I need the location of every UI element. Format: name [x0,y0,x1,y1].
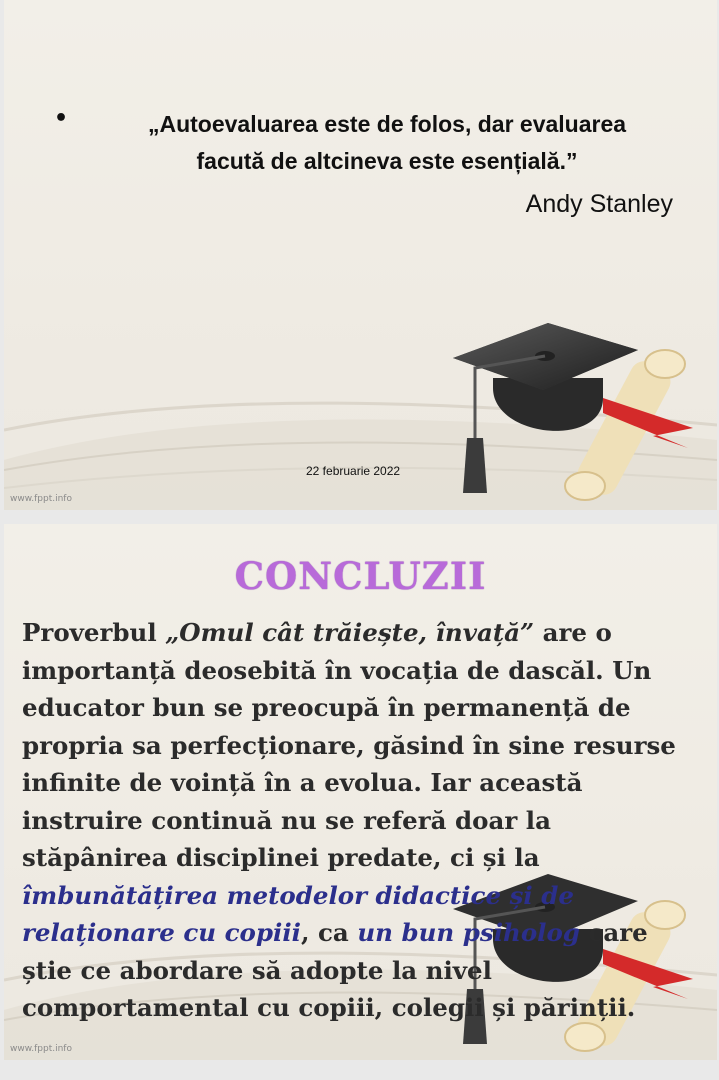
quote-line-1: „Autoevaluarea este de folos, dar evaluarea [147,111,627,137]
footer-url: www.fppt.info [10,1044,72,1054]
slide-conclusions [4,524,717,1060]
quote-text [92,106,682,180]
quote-author: Andy Stanley [525,190,673,218]
highlight-psychologist: un bun psiholog [357,918,580,947]
slide-title: CONCLUZII [234,554,487,598]
paragraph-part-3: care știe ce abordare să adopte la nivel comportamental cu copiii, colegii și părinții. [22,918,648,1022]
conclusion-paragraph [22,614,702,1027]
slide-date: 22 februarie 2022 [306,464,401,478]
quote-line-2: facută de altcineva este esențială.” [196,148,578,174]
footer-url: www.fppt.info [10,494,72,504]
paragraph-part-2: , ca [300,918,358,947]
paragraph-part-1: are o importanță deosebită în vocația de dascăl. Un educator bun se preocupă în permanență de propria sa perfecționare, găsind în sine resurse infinite de voință în a evolua. Iar această instruire continuă nu se referă doar la stăpânirea disciplinei predate, ci și la [22,618,676,872]
graduation-cap-diploma-icon [453,318,713,508]
paragraph-intro: Proverbul [22,618,166,647]
highlight-teaching-methods: îmbunătățirea metodelor didactice și de relaționare cu copiii [22,880,574,947]
proverb-text: „Omul cât trăiește, învață” [165,618,535,647]
quote-block [54,106,682,180]
slide-quote [4,0,717,510]
bullet-marker: • [54,106,69,131]
